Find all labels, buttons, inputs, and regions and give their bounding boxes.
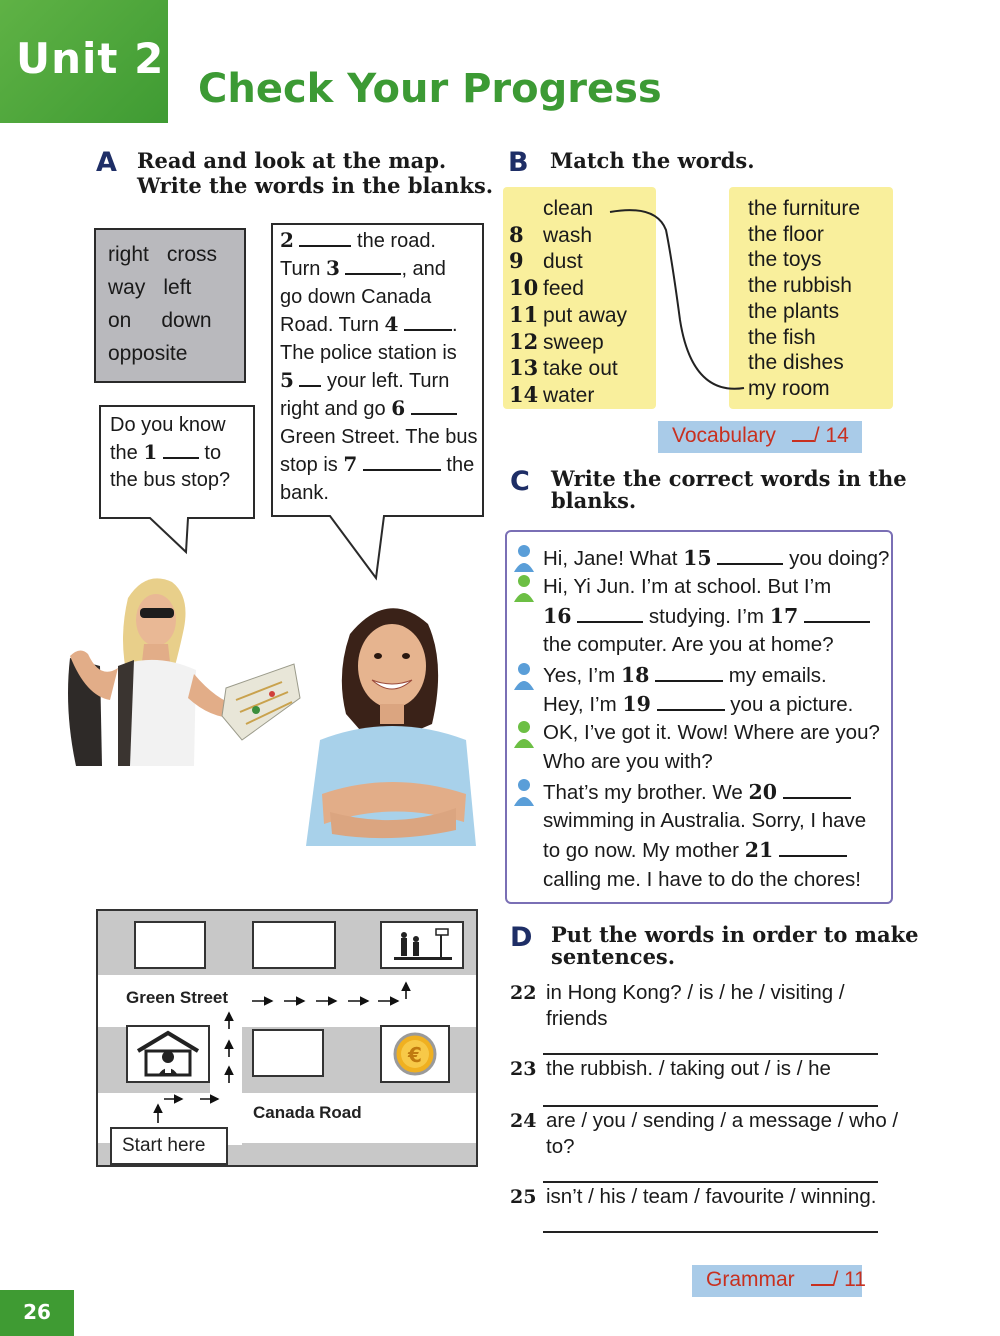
score-blank[interactable] — [792, 426, 814, 442]
bubble-text: Turn — [280, 258, 321, 281]
item-number: 24 — [510, 1110, 537, 1132]
example-match-line — [600, 200, 760, 400]
dialogue-text: Hey, I’m — [543, 693, 623, 716]
ordering-words — [546, 980, 906, 1032]
bubble-text: the — [110, 442, 138, 464]
item-text: wash — [543, 223, 593, 247]
speaker-yijun-icon — [513, 574, 535, 602]
dialogue-text: you doing? — [783, 547, 890, 570]
answer-blank[interactable] — [163, 441, 199, 459]
bubble-line: the bus stop? — [110, 469, 231, 491]
speaker-jane-icon — [513, 778, 535, 806]
blank-number: 16 — [543, 604, 572, 628]
start-here-label: Start here — [110, 1127, 228, 1165]
answer-blank[interactable] — [577, 605, 643, 623]
answer-blank[interactable] — [404, 313, 452, 331]
ordering-words — [546, 1056, 906, 1082]
item-text: water — [543, 383, 595, 407]
item-number: 13 — [509, 355, 539, 381]
blank-number: 5 — [280, 368, 294, 393]
match-right-item: the plants — [748, 299, 840, 323]
match-right-item: the furniture — [748, 197, 861, 220]
dialogue-text: to go now. My mother — [543, 839, 745, 862]
score-blank[interactable] — [811, 1270, 833, 1286]
bubble-text: Road. Turn — [280, 314, 379, 337]
dialogue-box — [505, 530, 893, 904]
item-number: 14 — [509, 381, 539, 407]
dialogue-text: Hi, Jane! What — [543, 547, 684, 570]
section-a-instruction-line1: Read and look at the map. — [137, 148, 447, 173]
blank-number: 7 — [343, 452, 358, 477]
match-right-item: the dishes — [748, 351, 844, 375]
street-map — [96, 909, 478, 1167]
match-right-item: the fish — [748, 325, 816, 349]
item-text: clean — [543, 197, 594, 220]
dialogue-line: Who are you with? — [543, 750, 713, 773]
answer-blank[interactable] — [299, 229, 351, 247]
answer-blank[interactable] — [717, 547, 783, 565]
item-number: 9 — [509, 248, 524, 274]
item-number: 25 — [510, 1186, 537, 1208]
smiling-girl-image — [300, 594, 480, 846]
vocabulary-score — [658, 421, 862, 453]
blank-number: 19 — [622, 692, 651, 716]
answer-blank[interactable] — [363, 453, 441, 471]
dialogue-line — [543, 604, 870, 629]
section-a-instruction-line2: Write the words in the blanks. — [137, 173, 494, 198]
dialogue-text: studying. I’m — [643, 605, 770, 628]
ordering-words-line: isn’t / his / team / favourite / winning. — [546, 1185, 877, 1208]
item-number: 12 — [509, 328, 539, 354]
word-bank-word: opposite — [108, 342, 188, 365]
dialogue-line — [543, 692, 853, 717]
bubble-line — [110, 439, 250, 467]
section-a-letter: A — [96, 147, 117, 178]
tourist-girl-image — [56, 570, 302, 770]
word-bank-word: down — [161, 309, 212, 332]
item-text: put away — [543, 303, 628, 327]
blank-number: 6 — [391, 396, 406, 421]
speech-bubble-left — [110, 412, 250, 494]
answer-blank[interactable] — [299, 369, 321, 387]
section-d-instruction-line1: Put the words in order to make — [551, 922, 919, 947]
match-right-item: the toys — [748, 248, 822, 272]
score-label: Grammar — [706, 1268, 795, 1291]
word-bank — [94, 228, 246, 383]
word-bank-word: cross — [166, 243, 218, 266]
word-bank-row — [108, 337, 232, 370]
bubble-line — [280, 395, 485, 423]
dialogue-line: the computer. Are you at home? — [543, 633, 834, 656]
item-number: 22 — [510, 982, 537, 1004]
answer-blank[interactable] — [655, 664, 723, 682]
section-b-instruction: Match the words. — [550, 148, 755, 173]
bubble-line: Do you know — [110, 414, 226, 436]
page-number: 26 — [0, 1290, 74, 1336]
section-d-instruction — [551, 924, 918, 968]
speaker-jane-icon — [513, 662, 535, 690]
ordering-words — [546, 1184, 916, 1210]
blank-number: 21 — [744, 838, 774, 862]
section-a-instruction — [137, 148, 493, 198]
blank-number: 1 — [143, 440, 158, 464]
grammar-score — [692, 1265, 866, 1297]
section-d-instruction-line2: sentences. — [551, 944, 676, 969]
bubble-text: your left. Turn — [327, 370, 450, 393]
match-right-item: the floor — [748, 222, 824, 246]
bubble-line — [280, 451, 485, 479]
svg-text:€: € — [408, 1043, 422, 1067]
item-text: feed — [543, 277, 584, 301]
dialogue-line — [543, 663, 827, 688]
unit-label: Unit 2 — [16, 34, 165, 83]
match-right-list — [748, 196, 860, 402]
item-number: 23 — [510, 1058, 537, 1080]
answer-blank[interactable] — [804, 605, 870, 623]
bubble-text: to — [204, 442, 222, 464]
dialogue-line: OK, I’ve got it. Wow! Where are you? — [543, 721, 880, 744]
blank-number: 4 — [384, 312, 399, 337]
answer-line[interactable] — [543, 1231, 878, 1233]
word-bank-row — [108, 271, 232, 304]
bubble-text: the road. — [357, 230, 436, 252]
dialogue-line — [543, 780, 851, 805]
word-bank-word: right — [108, 243, 149, 266]
ordering-item — [510, 1056, 831, 1082]
dialogue-line: calling me. I have to do the chores! — [543, 868, 861, 891]
score-total: / 14 — [813, 424, 849, 447]
dialogue-text: you a picture. — [724, 693, 854, 716]
bubble-text: right and go — [280, 398, 386, 421]
bubble-line — [280, 367, 485, 395]
section-b-letter: B — [508, 147, 529, 178]
ordering-words — [546, 1108, 916, 1160]
speaker-jane-icon — [513, 544, 535, 572]
blank-number: 18 — [620, 663, 650, 687]
section-d-letter: D — [510, 922, 533, 953]
item-text: sweep — [543, 330, 604, 354]
ordering-item — [510, 1184, 877, 1210]
ordering-words-line: in Hong Kong? / is / he / visiting / — [546, 981, 845, 1004]
ordering-words-line: are / you / sending / a message / who / — [546, 1109, 899, 1132]
speech-bubble-right — [280, 227, 485, 507]
answer-line[interactable] — [543, 1181, 878, 1183]
ordering-words-line: friends — [546, 1007, 608, 1030]
bubble-line: go down Canada — [280, 285, 432, 308]
dialogue-text: That’s my brother. We — [543, 781, 749, 804]
match-right-item: the rubbish — [748, 274, 852, 298]
answer-blank[interactable] — [345, 257, 401, 275]
word-bank-word: way — [108, 276, 146, 299]
answer-line[interactable] — [543, 1053, 878, 1055]
item-text: dust — [543, 250, 583, 274]
bubble-line: The police station is — [280, 341, 457, 364]
word-bank-row — [108, 238, 232, 271]
green-street-label: Green Street — [126, 988, 229, 1007]
answer-blank[interactable] — [779, 839, 847, 857]
item-number: 11 — [509, 301, 539, 327]
ordering-words-line: the rubbish. / taking out / is / he — [546, 1057, 831, 1080]
answer-blank[interactable] — [783, 781, 851, 799]
section-c-letter: C — [510, 466, 530, 497]
match-right-item: my room — [748, 376, 830, 400]
dialogue-line — [543, 838, 847, 863]
ordering-item — [510, 1108, 899, 1158]
bubble-text: stop is — [280, 454, 338, 477]
section-c-instruction — [551, 468, 907, 512]
ordering-words-line: to? — [546, 1135, 575, 1158]
item-text: take out — [543, 357, 618, 381]
item-number: 8 — [509, 221, 524, 247]
bubble-text: the — [446, 454, 475, 477]
speaker-yijun-icon — [513, 720, 535, 748]
score-label: Vocabulary — [672, 424, 776, 447]
bubble-text: . — [452, 314, 458, 337]
route-arrows — [98, 911, 478, 1167]
answer-blank[interactable] — [657, 693, 725, 711]
word-bank-row — [108, 304, 232, 337]
section-c-instruction-line1: Write the correct words in the — [551, 466, 907, 491]
bubble-line — [280, 255, 485, 283]
dialogue-text: my emails. — [723, 664, 827, 687]
section-c-instruction-line2: blanks. — [551, 488, 637, 513]
blank-number: 17 — [769, 604, 799, 628]
canada-road-label: Canada Road — [253, 1103, 362, 1122]
blank-number: 20 — [748, 780, 777, 804]
word-bank-word: on — [108, 309, 132, 332]
bubble-line — [280, 311, 485, 339]
blank-number: 3 — [325, 256, 340, 281]
bubble-line: Green Street. The bus — [280, 425, 478, 448]
dialogue-text: Yes, I’m — [543, 664, 621, 687]
dialogue-line: swimming in Australia. Sorry, I have — [543, 809, 867, 832]
answer-line[interactable] — [543, 1105, 878, 1107]
dialogue-line: Hi, Yi Jun. I’m at school. But I’m — [543, 575, 832, 598]
bubble-line — [280, 227, 485, 255]
answer-blank[interactable] — [411, 397, 457, 415]
bubble-text: , and — [401, 258, 446, 281]
page-title: Check Your Progress — [198, 66, 662, 112]
word-bank-word: left — [163, 276, 192, 299]
blank-number: 2 — [280, 228, 294, 252]
blank-number: 15 — [683, 546, 712, 570]
score-total: / 11 — [832, 1268, 866, 1291]
dialogue-line — [543, 546, 889, 571]
ordering-item — [510, 980, 845, 1030]
item-number: 10 — [509, 275, 539, 301]
bubble-line: bank. — [280, 481, 329, 504]
